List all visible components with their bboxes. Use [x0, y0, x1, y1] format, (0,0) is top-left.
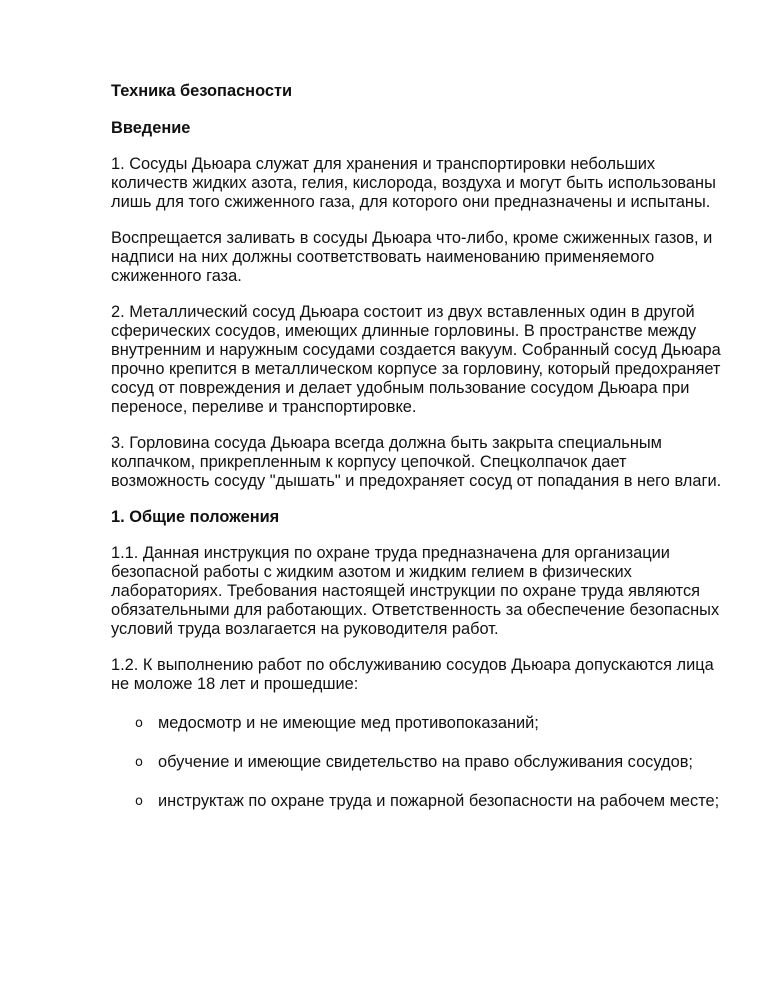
list-item [111, 792, 723, 811]
bullet-circle-icon: o [135, 794, 143, 809]
list-item [111, 753, 723, 772]
section-1-paragraph-2: 1.2. К выполнению работ по обслуживанию сосудов Дьюара допускаются лица не моложе 18 лет и прошедшие: [111, 656, 714, 693]
intro-paragraph-2: Воспрещается заливать в сосуды Дьюара что-либо, кроме сжиженных газов, и надписи на них должны соответствовать наименованию применяемого сжиженного газа. [111, 229, 713, 285]
document-title: Техника безопасности [111, 82, 293, 100]
list-item-text: медосмотр и не имеющие мед противопоказаний; [158, 714, 539, 732]
section-1-paragraph-1: 1.1. Данная инструкция по охране труда предназначена для организации безопасной работы с жидким азотом и жидким гелием в физических лабораториях. Требования настоящей инструкции по охране труда являются обязательными для работающих. Ответственность за обеспечение безопасных условий труда возлагается на руководителя работ. [111, 544, 720, 638]
document-page [111, 82, 723, 811]
bullet-circle-icon: o [135, 716, 143, 731]
intro-paragraph-1: 1. Сосуды Дьюара служат для хранения и транспортировки небольших количеств жидких азота, гелия, кислорода, воздуха и могут быть использованы лишь для того сжиженного газа, для которого они предназначены и испытаны. [111, 155, 716, 211]
intro-paragraph-3: 2. Металлический сосуд Дьюара состоит из двух вставленных один в другой сферических сосудов, имеющих длинные горловины. В пространстве между внутренним и наружным сосудами создается вакуум. Собранный сосуд Дьюара прочно крепится в металлическом корпусе за горловину, который предохраняет сосуд от повреждения и делает удобным пользование сосудом Дьюара при переносе, переливе и транспортировке. [111, 303, 721, 416]
intro-paragraph-4: 3. Горловина сосуда Дьюара всегда должна быть закрыта специальным колпачком, прикрепленным к корпусу цепочкой. Спецколпачок дает возможность сосуду "дышать" и предохраняет сосуд от попадания в него влаги. [111, 434, 722, 490]
bullet-circle-icon: o [135, 755, 143, 770]
list-item [111, 714, 723, 733]
section-1-heading: 1. Общие положения [111, 508, 280, 526]
intro-heading: Введение [111, 119, 191, 137]
list-item-text: инструктаж по охране труда и пожарной безопасности на рабочем месте; [158, 792, 720, 810]
requirements-list [111, 714, 723, 811]
list-item-text: обучение и имеющие свидетельство на право обслуживания сосудов; [158, 753, 693, 771]
